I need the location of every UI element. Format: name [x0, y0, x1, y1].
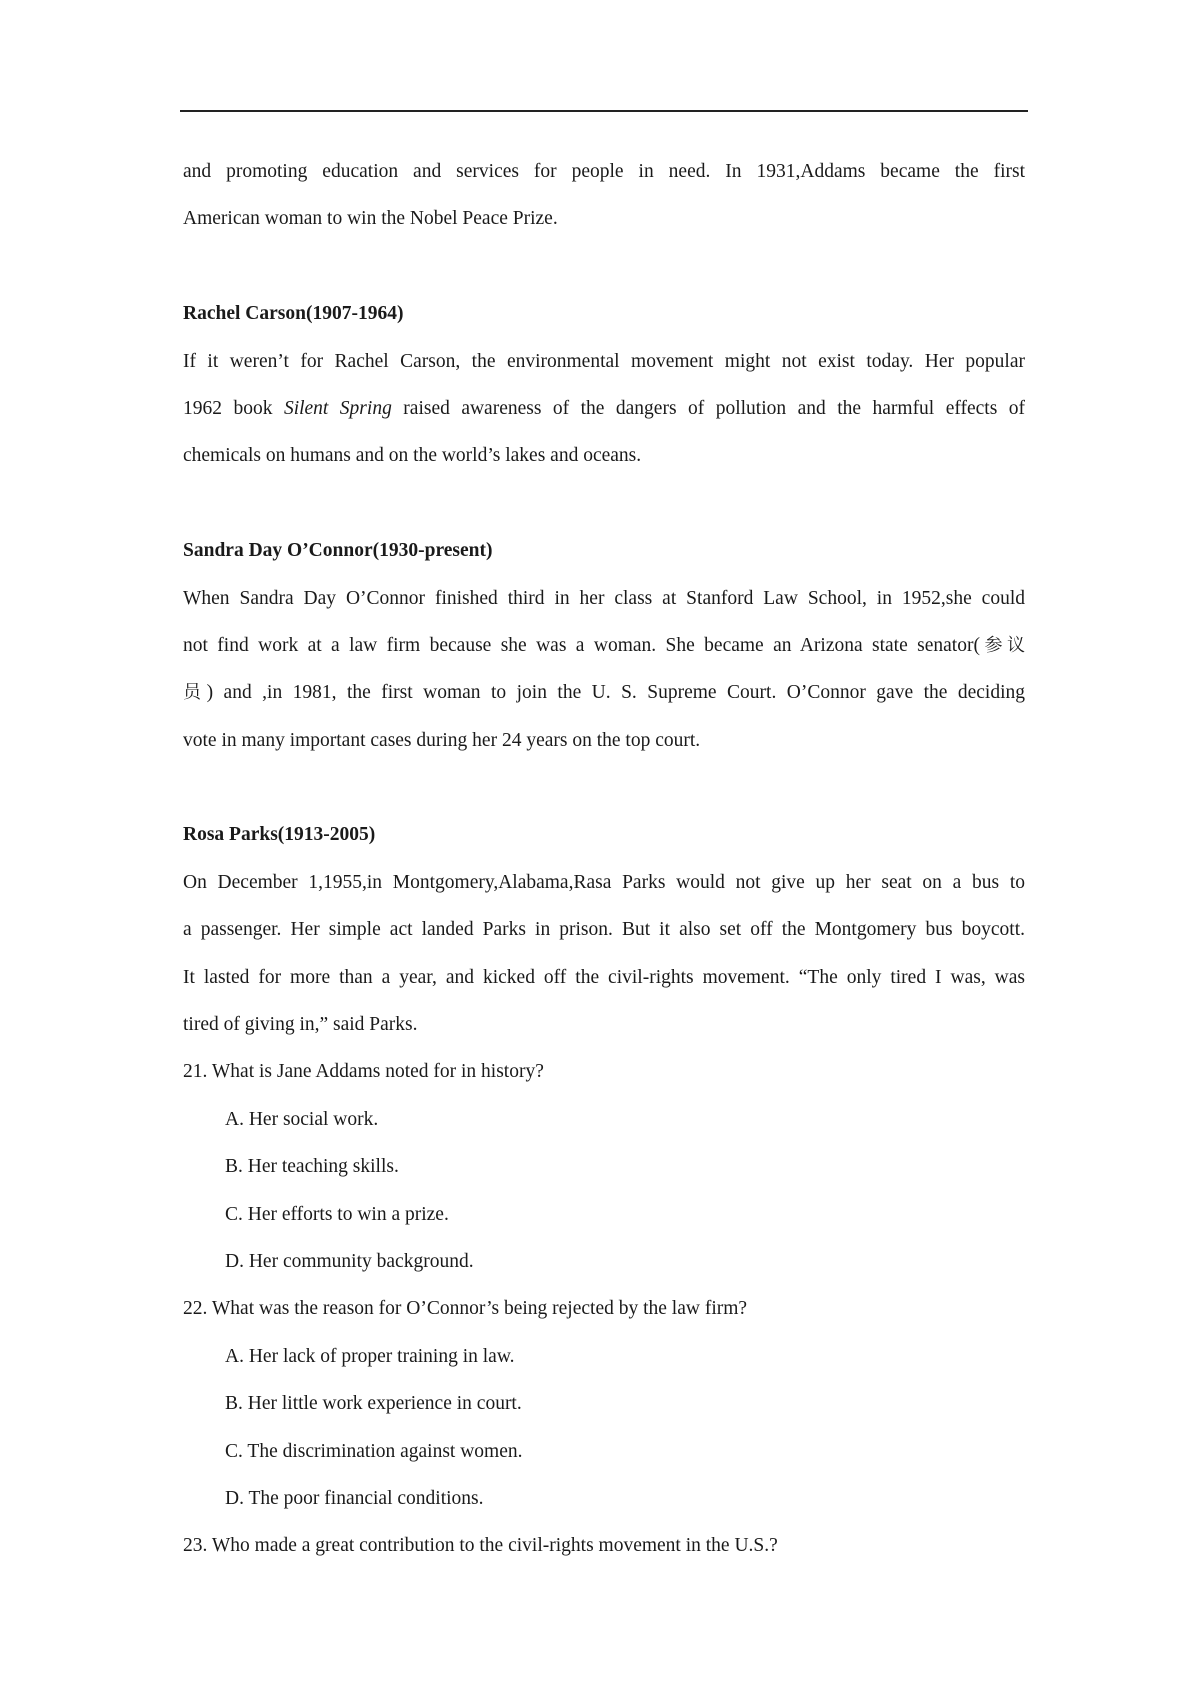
text-span: ) and ,in 1981, the first woman to join the U. S. Supreme Court. O’Connor gave the deciding: [206, 682, 1025, 704]
paragraph-line: On December 1,1955,in Montgomery,Alabama,Rasa Parks would not give up her seat on a bus to: [183, 871, 1025, 893]
text-span: raised awareness of the dangers of pollution and the harmful effects of: [391, 397, 1026, 419]
answer-option: B. Her teaching skills.: [225, 1156, 399, 1178]
paragraph-line: [183, 622, 1025, 669]
section-heading-carson: Rachel Carson(1907-1964): [183, 303, 404, 325]
paragraph-line: If it weren’t for Rachel Carson, the environmental movement might not exist today. Her popular: [183, 350, 1025, 372]
header-rule: [180, 110, 1028, 112]
text-span: not find work at a law firm because she was a woman. She became an Arizona state senator(: [183, 634, 980, 656]
answer-option: C. The discrimination against women.: [225, 1440, 523, 1462]
answer-option: A. Her social work.: [225, 1108, 379, 1130]
question-stem: 22. What was the reason for O’Connor’s being rejected by the law firm?: [183, 1298, 748, 1320]
paragraph-line: [183, 669, 1025, 716]
chinese-annotation: 参议: [979, 634, 1025, 656]
text-span: 1962 book: [183, 397, 284, 419]
book-title: Silent Spring: [283, 397, 392, 419]
intro-line: American woman to win the Nobel Peace Prize.: [183, 208, 558, 230]
section-heading-parks: Rosa Parks(1913-2005): [183, 824, 376, 846]
paragraph-line: vote in many important cases during her 24 years on the top court.: [183, 729, 701, 751]
section-gap: [183, 243, 1025, 290]
section-heading-oconnor: Sandra Day O’Connor(1930-present): [183, 540, 493, 562]
paragraph-line: [183, 385, 1025, 432]
paragraph-line: chemicals on humans and on the world’s lakes and oceans.: [183, 445, 642, 467]
section-gap: [183, 480, 1025, 527]
paragraph-line: It lasted for more than a year, and kicked off the civil-rights movement. “The only tired I was, was: [183, 966, 1025, 988]
paragraph-line: When Sandra Day O’Connor finished third in her class at Stanford Law School, in 1952,she could: [183, 587, 1025, 609]
paragraph-line: a passenger. Her simple act landed Parks in prison. But it also set off the Montgomery bus boycott.: [183, 919, 1025, 941]
answer-option: D. The poor financial conditions.: [225, 1487, 484, 1509]
document-body: [183, 148, 1025, 1570]
paragraph-line: tired of giving in,” said Parks.: [183, 1014, 418, 1036]
question-stem: 23. Who made a great contribution to the civil-rights movement in the U.S.?: [183, 1535, 778, 1557]
answer-option: D. Her community background.: [225, 1250, 474, 1272]
answer-option: B. Her little work experience in court.: [225, 1393, 522, 1415]
chinese-annotation: 员: [183, 682, 207, 704]
intro-line: and promoting education and services for people in need. In 1931,Addams became the first: [183, 161, 1025, 182]
section-gap: [183, 764, 1025, 811]
answer-option: C. Her efforts to win a prize.: [225, 1203, 449, 1225]
question-stem: 21. What is Jane Addams noted for in history?: [183, 1061, 544, 1083]
answer-option: A. Her lack of proper training in law.: [225, 1345, 515, 1367]
